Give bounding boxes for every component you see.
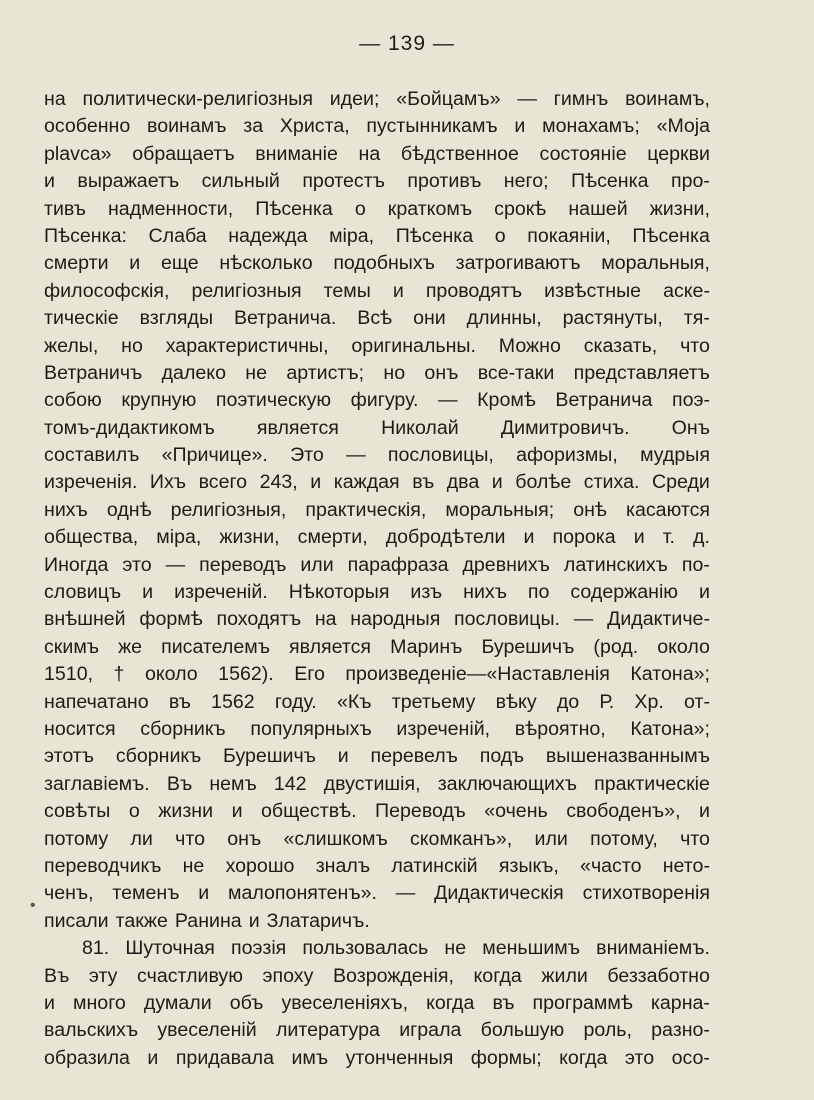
- text-line: напечатано въ 1562 году. «Къ третьему вѣку до Р. Хр. от-: [44, 690, 710, 713]
- text-line: 1510, † около 1562). Его произведенiе—«Наставленiя Катона»;: [44, 663, 710, 686]
- text-line: словицъ и изреченiй. Нѣкоторыя изъ нихъ по содержанiю и: [44, 581, 710, 604]
- text-line: скимъ же писателемъ является Маринъ Бурешичъ (род. около: [44, 635, 710, 658]
- text-line: совѣты о жизни и обществѣ. Переводъ «очень свободенъ», и: [44, 800, 710, 823]
- text-line: нихъ однѣ религiозныя, практическiя, моральныя; онѣ касаются: [44, 498, 710, 521]
- text-line: общества, мiра, жизни, смерти, добродѣтели и порока и т. д.: [44, 526, 710, 549]
- text-line: переводчикъ не хорошо зналъ латинскiй языкъ, «часто нето-: [44, 854, 710, 877]
- text-line: образила и придавала имъ утонченныя формы; когда это осо-: [44, 1046, 710, 1069]
- text-line: особенно воинамъ за Христа, пустынникамъ и монахамъ; «Moja: [44, 115, 710, 138]
- text-line: на политически-религiозныя идеи; «Бойцамъ» — гимнъ воинамъ,: [44, 88, 710, 110]
- text-line: plavca» обращаетъ вниманiе на бѣдственное состоянiе церкви: [44, 142, 710, 165]
- body-text: [44, 86, 710, 1072]
- text-line: вальскихъ увеселенiй литература играла большую роль, разно-: [44, 1019, 710, 1042]
- text-line: внѣшней формѣ походятъ на народныя пословицы. — Дидактиче-: [44, 608, 710, 631]
- text-line: носится сборникъ популярныхъ изреченiй, вѣроятно, Катона»;: [44, 717, 710, 740]
- text-line: собою крупную поэтическую фигуру. — Кромѣ Ветранича поэ-: [44, 389, 710, 412]
- text-line: изреченiя. Ихъ всего 243, и каждая въ два и болѣе стиха. Среди: [44, 471, 710, 494]
- text-line: этотъ сборникъ Бурешичъ и перевелъ подъ вышеназваннымъ: [44, 745, 710, 768]
- page-number: — 139 —: [359, 32, 455, 55]
- margin-dot: •: [30, 897, 36, 914]
- text-line: 81. Шуточная поэзiя пользовалась не меньшимъ вниманiемъ.: [82, 937, 710, 960]
- text-line: писали также Ранина и Златаричъ.: [44, 909, 370, 932]
- text-line: составилъ «Причице». Это — пословицы, афоризмы, мудрыя: [44, 444, 710, 467]
- text-line: Иногда это — переводъ или парафраза древнихъ латинскихъ по-: [44, 553, 710, 576]
- text-line: Ветраничъ далеко не артистъ; но онъ все-таки представляетъ: [44, 361, 710, 384]
- text-line: и много думали объ увеселенiяхъ, когда въ программѣ карна-: [44, 991, 710, 1014]
- text-line: и выражаетъ сильный протестъ противъ него; Пѣсенка про-: [44, 170, 710, 193]
- text-line: тивъ надменности, Пѣсенка о краткомъ срокѣ нашей жизни,: [44, 197, 710, 220]
- text-line: Пѣсенка: Слаба надежда мiра, Пѣсенка о покаянiи, Пѣсенка: [44, 224, 710, 247]
- text-line: томъ-дидактикомъ является Николай Димитровичъ. Онъ: [44, 416, 710, 439]
- text-line: потому ли что онъ «слишкомъ скомканъ», или потому, что: [44, 827, 710, 850]
- text-line: философскiя, религiозныя темы и проводятъ извѣстные аске-: [44, 279, 710, 302]
- text-line: заглавiемъ. Въ немъ 142 двустишiя, заключающихъ практическiе: [44, 772, 710, 795]
- text-line: ченъ, теменъ и малопонятенъ». — Дидактическiя стихотворенiя: [44, 882, 710, 905]
- text-line: Въ эту счастливую эпоху Возрожденiя, когда жили беззаботно: [44, 964, 710, 987]
- text-line: желы, но характеристичны, оригинальны. Можно сказать, что: [44, 334, 710, 357]
- text-line: тическiе взгляды Ветранича. Всѣ они длинны, растянуты, тя-: [44, 307, 710, 330]
- text-line: смерти и еще нѣсколько подобныхъ затрогиваютъ моральныя,: [44, 252, 710, 275]
